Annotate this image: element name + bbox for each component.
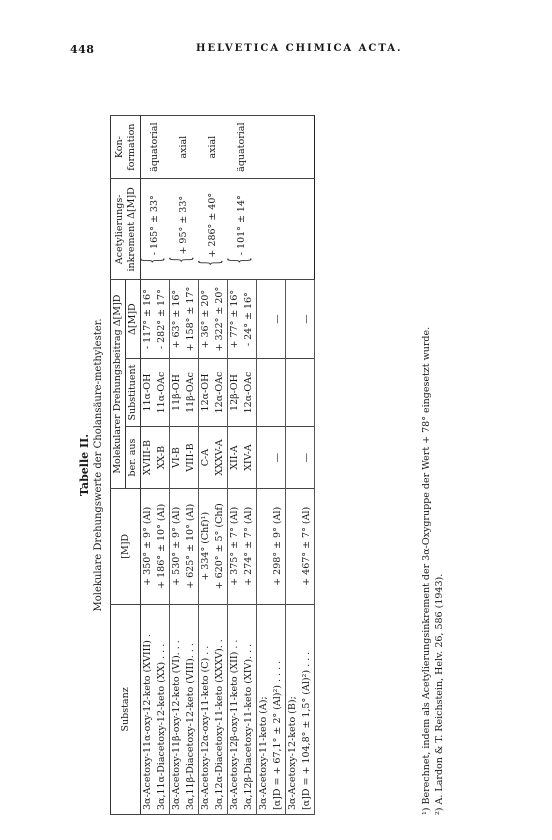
cell-md: + 334° (Chf)¹) bbox=[199, 488, 214, 604]
cell-substituent: 12α-OAc bbox=[213, 358, 228, 426]
header-md: [M]D bbox=[111, 488, 141, 604]
acetyl-value: - 165° ± 33° bbox=[149, 195, 161, 256]
cell-substanz: 3α-Acetoxy-12β-oxy-11-keto (XII) . . bbox=[228, 604, 243, 814]
cell-substituent bbox=[286, 358, 301, 426]
page-header bbox=[0, 0, 552, 60]
cell-md: + 350° ± 9° (Al) bbox=[141, 488, 156, 604]
cell-acetyl-increment bbox=[170, 179, 199, 280]
footnotes bbox=[420, 115, 446, 815]
cell-substituent: 11β-OAc bbox=[184, 358, 199, 426]
cell-md: + 186° ± 10° (Al) bbox=[155, 488, 170, 604]
cell-konformation: axial bbox=[170, 116, 199, 179]
acetyl-value: + 286° ± 40° bbox=[207, 192, 218, 258]
cell-acetyl-increment bbox=[199, 179, 228, 280]
cell-substituent: 12α-OAc bbox=[242, 358, 257, 426]
cell-substituent bbox=[300, 358, 315, 426]
header-substanz: Substanz bbox=[111, 604, 141, 814]
cell-substanz: [α]D = + 104,8° ± 1,5° (Al)²) . . . bbox=[300, 604, 315, 814]
header-delta-md: Δ[M]D bbox=[126, 280, 141, 358]
cell-delta-md: - 117° ± 16° bbox=[141, 280, 156, 358]
rotated-table-content bbox=[78, 115, 468, 815]
cell-delta-md: - 24° ± 16° bbox=[242, 280, 257, 358]
cell-md bbox=[257, 488, 272, 604]
cell-md: + 625° ± 10° (Al) bbox=[184, 488, 199, 604]
cell-konformation bbox=[257, 116, 286, 179]
cell-substituent: 11β-OH bbox=[170, 358, 185, 426]
cell-ber-aus: VIII-B bbox=[184, 427, 199, 489]
header-konformation: Kon-formation bbox=[111, 116, 141, 179]
cell-konformation: axial bbox=[199, 116, 228, 179]
cell-delta-md: - 282° ± 17° bbox=[155, 280, 170, 358]
cell-substanz: 3α,12α-Diacetoxy-11-keto (XXXV). . bbox=[213, 604, 228, 814]
page-number: 448 bbox=[70, 43, 95, 56]
table-row bbox=[141, 116, 156, 815]
brace-glyph: { bbox=[139, 257, 169, 264]
brace-glyph: { bbox=[197, 259, 226, 266]
table-caption bbox=[78, 115, 106, 815]
cell-substanz: 3α,11β-Diacetoxy-12-keto (VIII). . . bbox=[184, 604, 199, 814]
cell-ber-aus: — bbox=[300, 427, 315, 489]
cell-acetyl-increment bbox=[257, 179, 286, 280]
cell-delta-md bbox=[257, 280, 272, 358]
cell-konformation: äquatorial bbox=[228, 116, 257, 179]
cell-konformation bbox=[286, 116, 315, 179]
cell-ber-aus: XII-A bbox=[228, 427, 243, 489]
cell-ber-aus: XVIII-B bbox=[141, 427, 156, 489]
cell-acetyl-increment bbox=[286, 179, 315, 280]
cell-substanz: 3α-Acetoxy-11α-oxy-12-keto (XVIII) . bbox=[141, 604, 156, 814]
cell-acetyl-increment bbox=[228, 179, 257, 280]
cell-delta-md: — bbox=[300, 280, 315, 358]
table-row bbox=[286, 116, 301, 815]
cell-substanz: 3α-Acetoxy-12α-oxy-11-keto (C) . . bbox=[199, 604, 214, 814]
cell-substanz: 3α-Acetoxy-11β-oxy-12-keto (VI). . . bbox=[170, 604, 185, 814]
cell-substanz: 3α-Acetoxy-11-keto (A); bbox=[257, 604, 272, 814]
cell-ber-aus: XXXV-A bbox=[213, 427, 228, 489]
brace-glyph: { bbox=[226, 257, 255, 264]
cell-delta-md: + 322° ± 20° bbox=[213, 280, 228, 358]
cell-substituent: 11α-OH bbox=[141, 358, 156, 426]
header-ber-aus: ber. aus bbox=[126, 427, 141, 489]
cell-substanz: 3α,12β-Diacetoxy-11-keto (XIV). . . bbox=[242, 604, 257, 814]
header-acetyl: Acetylierungs-inkrement Δ[M]D bbox=[111, 179, 141, 280]
cell-md: + 298° ± 9° (Al) bbox=[271, 488, 286, 604]
table-row bbox=[228, 116, 243, 815]
cell-substituent: 12β-OH bbox=[228, 358, 243, 426]
cell-delta-md: + 158° ± 17° bbox=[184, 280, 199, 358]
cell-ber-aus: XX-B bbox=[155, 427, 170, 489]
table-subtitle: Molekulare Drehungswerte der Cholansäure-methylester. bbox=[93, 318, 104, 612]
header-substituent: Substituent bbox=[126, 358, 141, 426]
acetyl-value: - 101° ± 14° bbox=[236, 195, 247, 256]
cell-md: + 274° ± 7° (Al) bbox=[242, 488, 257, 604]
acetyl-value: + 95° ± 33° bbox=[178, 195, 189, 255]
cell-ber-aus: C-A bbox=[199, 427, 214, 489]
cell-md: + 620° ± 5° (Chf) bbox=[213, 488, 228, 604]
cell-substanz: 3α,11α-Diacetoxy-12-keto (XX) . . . bbox=[155, 604, 170, 814]
cell-acetyl-increment bbox=[141, 179, 170, 280]
footnote: ¹) Berechnet, indem als Acetylierungsinkrement der 3α-Oxygruppe der Wert + 78° eingesetzt wurde. bbox=[421, 326, 432, 815]
cell-substituent bbox=[257, 358, 272, 426]
cell-md bbox=[286, 488, 301, 604]
table-row bbox=[199, 116, 214, 815]
table-row bbox=[257, 116, 272, 815]
cell-delta-md: + 63° ± 16° bbox=[170, 280, 185, 358]
cell-substituent bbox=[271, 358, 286, 426]
cell-substituent: 11α-OAc bbox=[155, 358, 170, 426]
cell-md: + 530° ± 9° (Al) bbox=[170, 488, 185, 604]
cell-delta-md: — bbox=[271, 280, 286, 358]
rotation-values-table bbox=[110, 115, 315, 815]
footnote: ²) A. Lardon & T. Reichstein, Helv. 26, 586 (1943). bbox=[434, 573, 445, 815]
cell-substanz: [α]D = + 67,1° ± 2° (Al)²) . . . . bbox=[271, 604, 286, 814]
table-row bbox=[170, 116, 185, 815]
cell-konformation: äquatorial bbox=[141, 116, 170, 179]
header-mol-group: Molekularer Drehungsbeitrag Δ[M]D bbox=[111, 280, 126, 488]
cell-ber-aus: — bbox=[271, 427, 286, 489]
cell-delta-md: + 36° ± 20° bbox=[199, 280, 214, 358]
cell-ber-aus: XIV-A bbox=[242, 427, 257, 489]
cell-delta-md bbox=[286, 280, 301, 358]
cell-ber-aus: VI-B bbox=[170, 427, 185, 489]
cell-ber-aus bbox=[257, 427, 272, 489]
table-title: Tabelle II. bbox=[78, 433, 91, 497]
journal-title: HELVETICA CHIMICA ACTA. bbox=[196, 43, 403, 54]
cell-md: + 467° ± 7° (Al) bbox=[300, 488, 315, 604]
brace-glyph: { bbox=[168, 256, 197, 263]
cell-ber-aus bbox=[286, 427, 301, 489]
cell-substituent: 12α-OH bbox=[199, 358, 214, 426]
cell-delta-md: + 77° ± 16° bbox=[228, 280, 243, 358]
cell-md: + 375° ± 7° (Al) bbox=[228, 488, 243, 604]
cell-substanz: 3α-Acetoxy-12-keto (B); bbox=[286, 604, 301, 814]
